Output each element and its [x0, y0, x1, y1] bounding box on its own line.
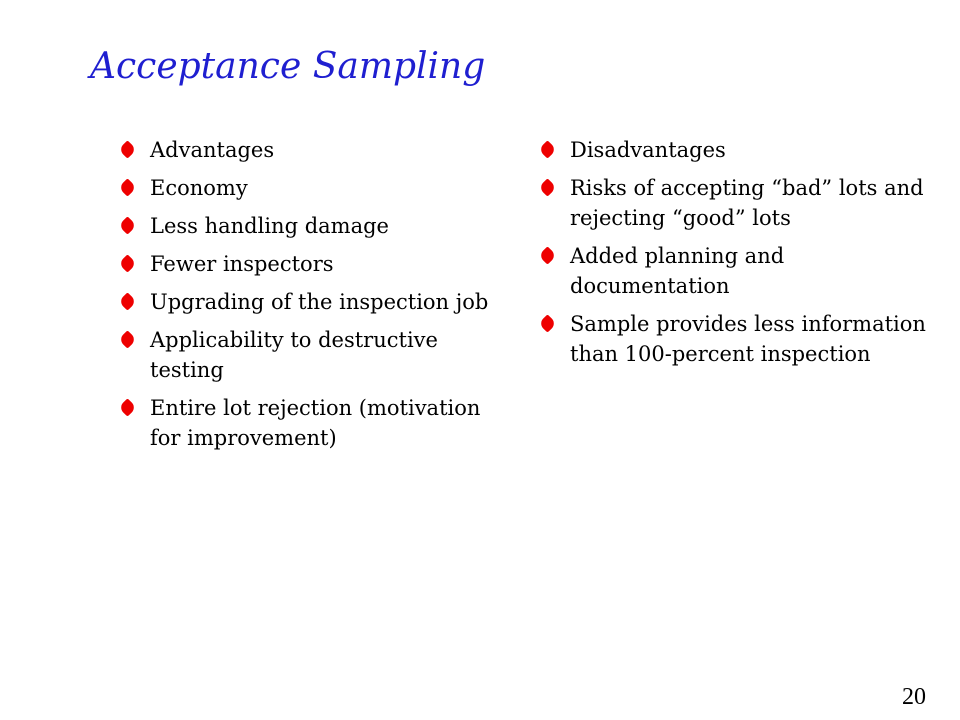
list-item-text: Entire lot rejection (motivation for improvement): [150, 396, 481, 450]
red-diamond-bullet-icon: [118, 140, 136, 158]
list-item-text: Applicability to destructive testing: [150, 328, 438, 382]
list-item-advantages: [118, 135, 498, 165]
advantages-list: [118, 135, 498, 461]
red-diamond-bullet-icon: [118, 292, 136, 310]
list-item-fewer-inspectors: [118, 249, 498, 279]
list-item-text: Disadvantages: [570, 138, 726, 162]
red-diamond-bullet-icon: [538, 178, 556, 196]
red-diamond-bullet-icon: [538, 140, 556, 158]
disadvantages-list: [538, 135, 938, 377]
list-item-text: Added planning and documentation: [570, 244, 785, 298]
list-item-upgrading-inspection-job: [118, 287, 498, 317]
red-diamond-bullet-icon: [118, 178, 136, 196]
list-item-added-planning: [538, 241, 938, 301]
list-item-entire-lot-rejection: [118, 393, 498, 453]
page-number: 20: [902, 684, 926, 710]
list-item-text: Fewer inspectors: [150, 252, 334, 276]
red-diamond-bullet-icon: [118, 398, 136, 416]
red-diamond-bullet-icon: [538, 246, 556, 264]
list-item-text: Advantages: [150, 138, 275, 162]
red-diamond-bullet-icon: [538, 314, 556, 332]
list-item-text: Upgrading of the inspection job: [150, 290, 489, 314]
list-item-text: Risks of accepting “bad” lots and rejecting “good” lots: [570, 176, 924, 230]
list-item-economy: [118, 173, 498, 203]
red-diamond-bullet-icon: [118, 216, 136, 234]
list-item-disadvantages: [538, 135, 938, 165]
red-diamond-bullet-icon: [118, 254, 136, 272]
list-item-text: Economy: [150, 176, 248, 200]
list-item-destructive-testing: [118, 325, 498, 385]
red-diamond-bullet-icon: [118, 330, 136, 348]
list-item-less-handling-damage: [118, 211, 498, 241]
list-item-text: Less handling damage: [150, 214, 389, 238]
slide-title: Acceptance Sampling: [90, 46, 486, 87]
list-item-text: Sample provides less information than 100-percent inspection: [570, 312, 926, 366]
list-item-risks: [538, 173, 938, 233]
list-item-sample-less-information: [538, 309, 938, 369]
